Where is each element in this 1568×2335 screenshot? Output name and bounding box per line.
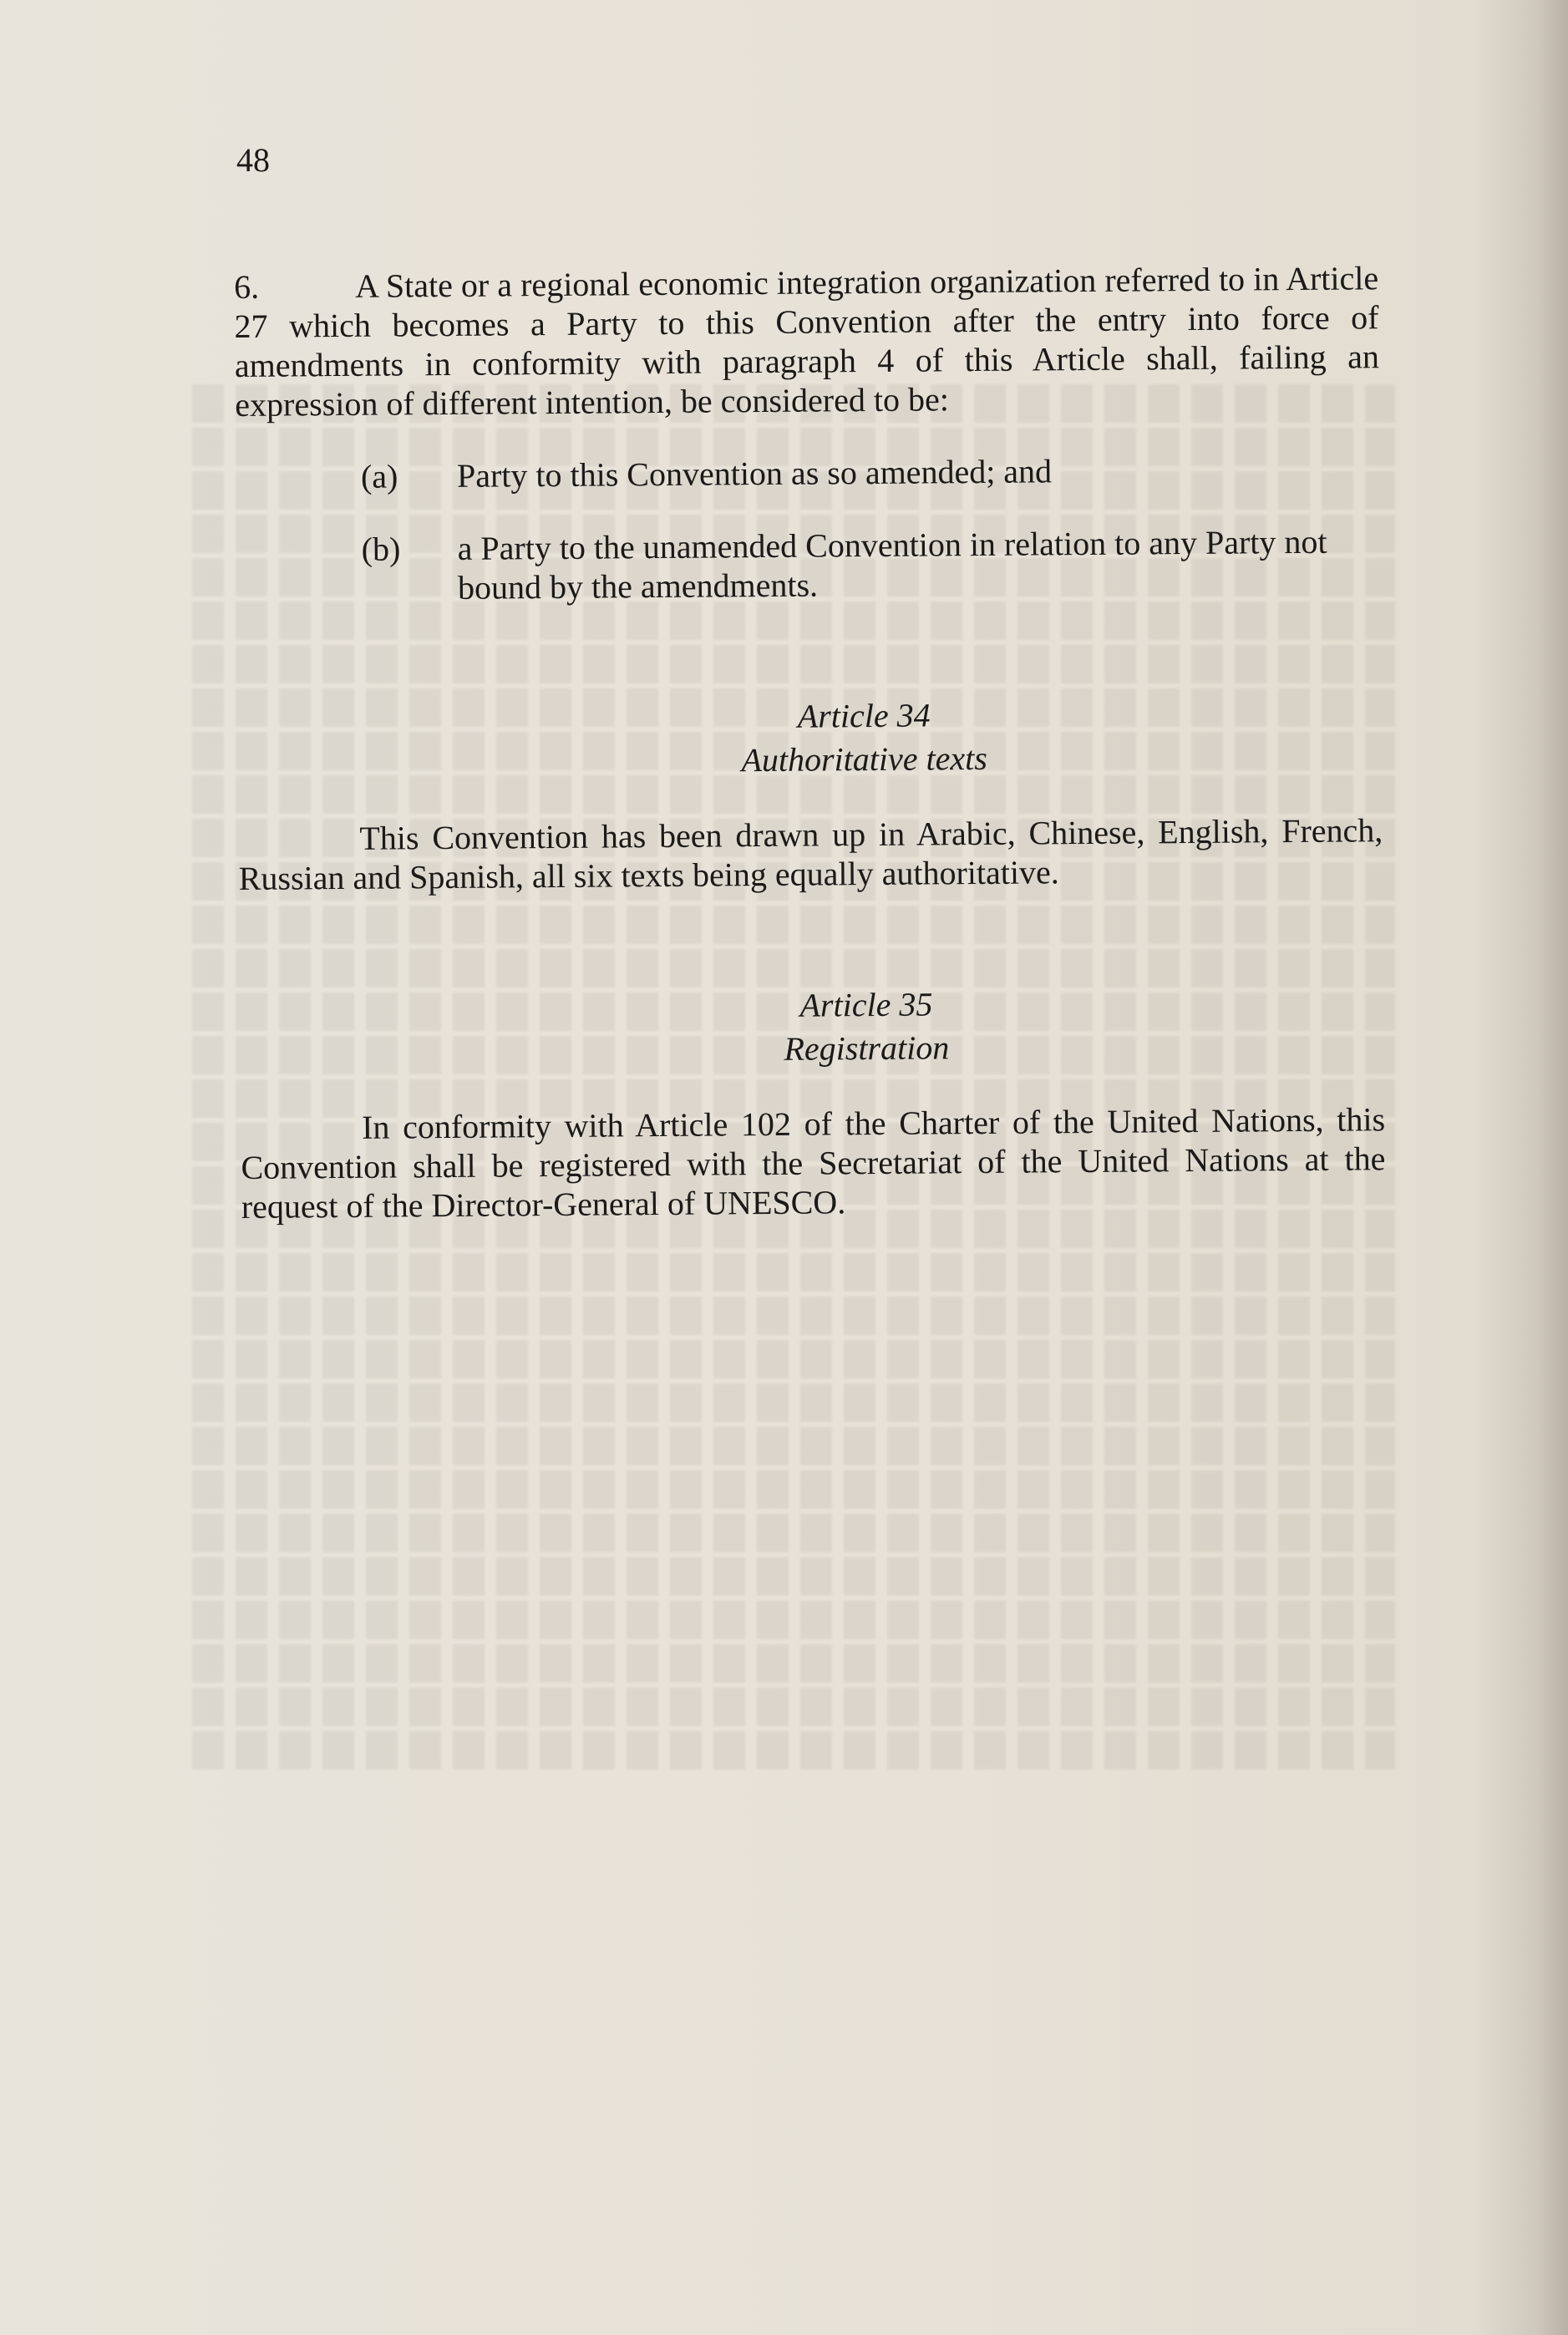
- paragraph-6: [234, 258, 1379, 424]
- article-35-title: Article 35: [799, 985, 933, 1024]
- list-item-a: [361, 449, 1380, 496]
- article-34-text: This Convention has been drawn up in Arabic, Chinese, English, French, Russian and Spanish, all six texts being equally authoritative.: [238, 811, 1383, 897]
- article-34-subtitle: Authoritative texts: [741, 739, 988, 779]
- list-item-label: (b): [361, 530, 401, 568]
- page-number: 48: [236, 141, 270, 179]
- article-35-text: In conformity with Article 102 of the Charter of the United Nations, this Convention shall be registered with the Secretariat of the United Nations at the request of the Director-General of UNESCO.: [241, 1100, 1386, 1226]
- paragraph-number: 6.: [234, 267, 260, 306]
- article-35-heading: [240, 979, 1385, 1075]
- article-34-title: Article 34: [797, 696, 931, 735]
- article-35-subtitle: Registration: [784, 1028, 950, 1068]
- article-34-heading: [237, 690, 1383, 786]
- list-item-label: (a): [360, 457, 398, 495]
- list-item-text: Party to this Convention as so amended; and: [456, 452, 1053, 495]
- paragraph-text: A State or a regional economic integration organization referred to in Article 27 which becomes a Party to this Convention after the entry into force of amendments in conformity with paragraph 4 of this Article shall, failing an expression of different intention, be considered to be:: [234, 259, 1380, 424]
- list-item-b: [361, 521, 1381, 608]
- list-item-text: a Party to the unamended Convention in relation to any Party not bound by the amendments.: [457, 522, 1327, 607]
- page-content: [234, 258, 1386, 1226]
